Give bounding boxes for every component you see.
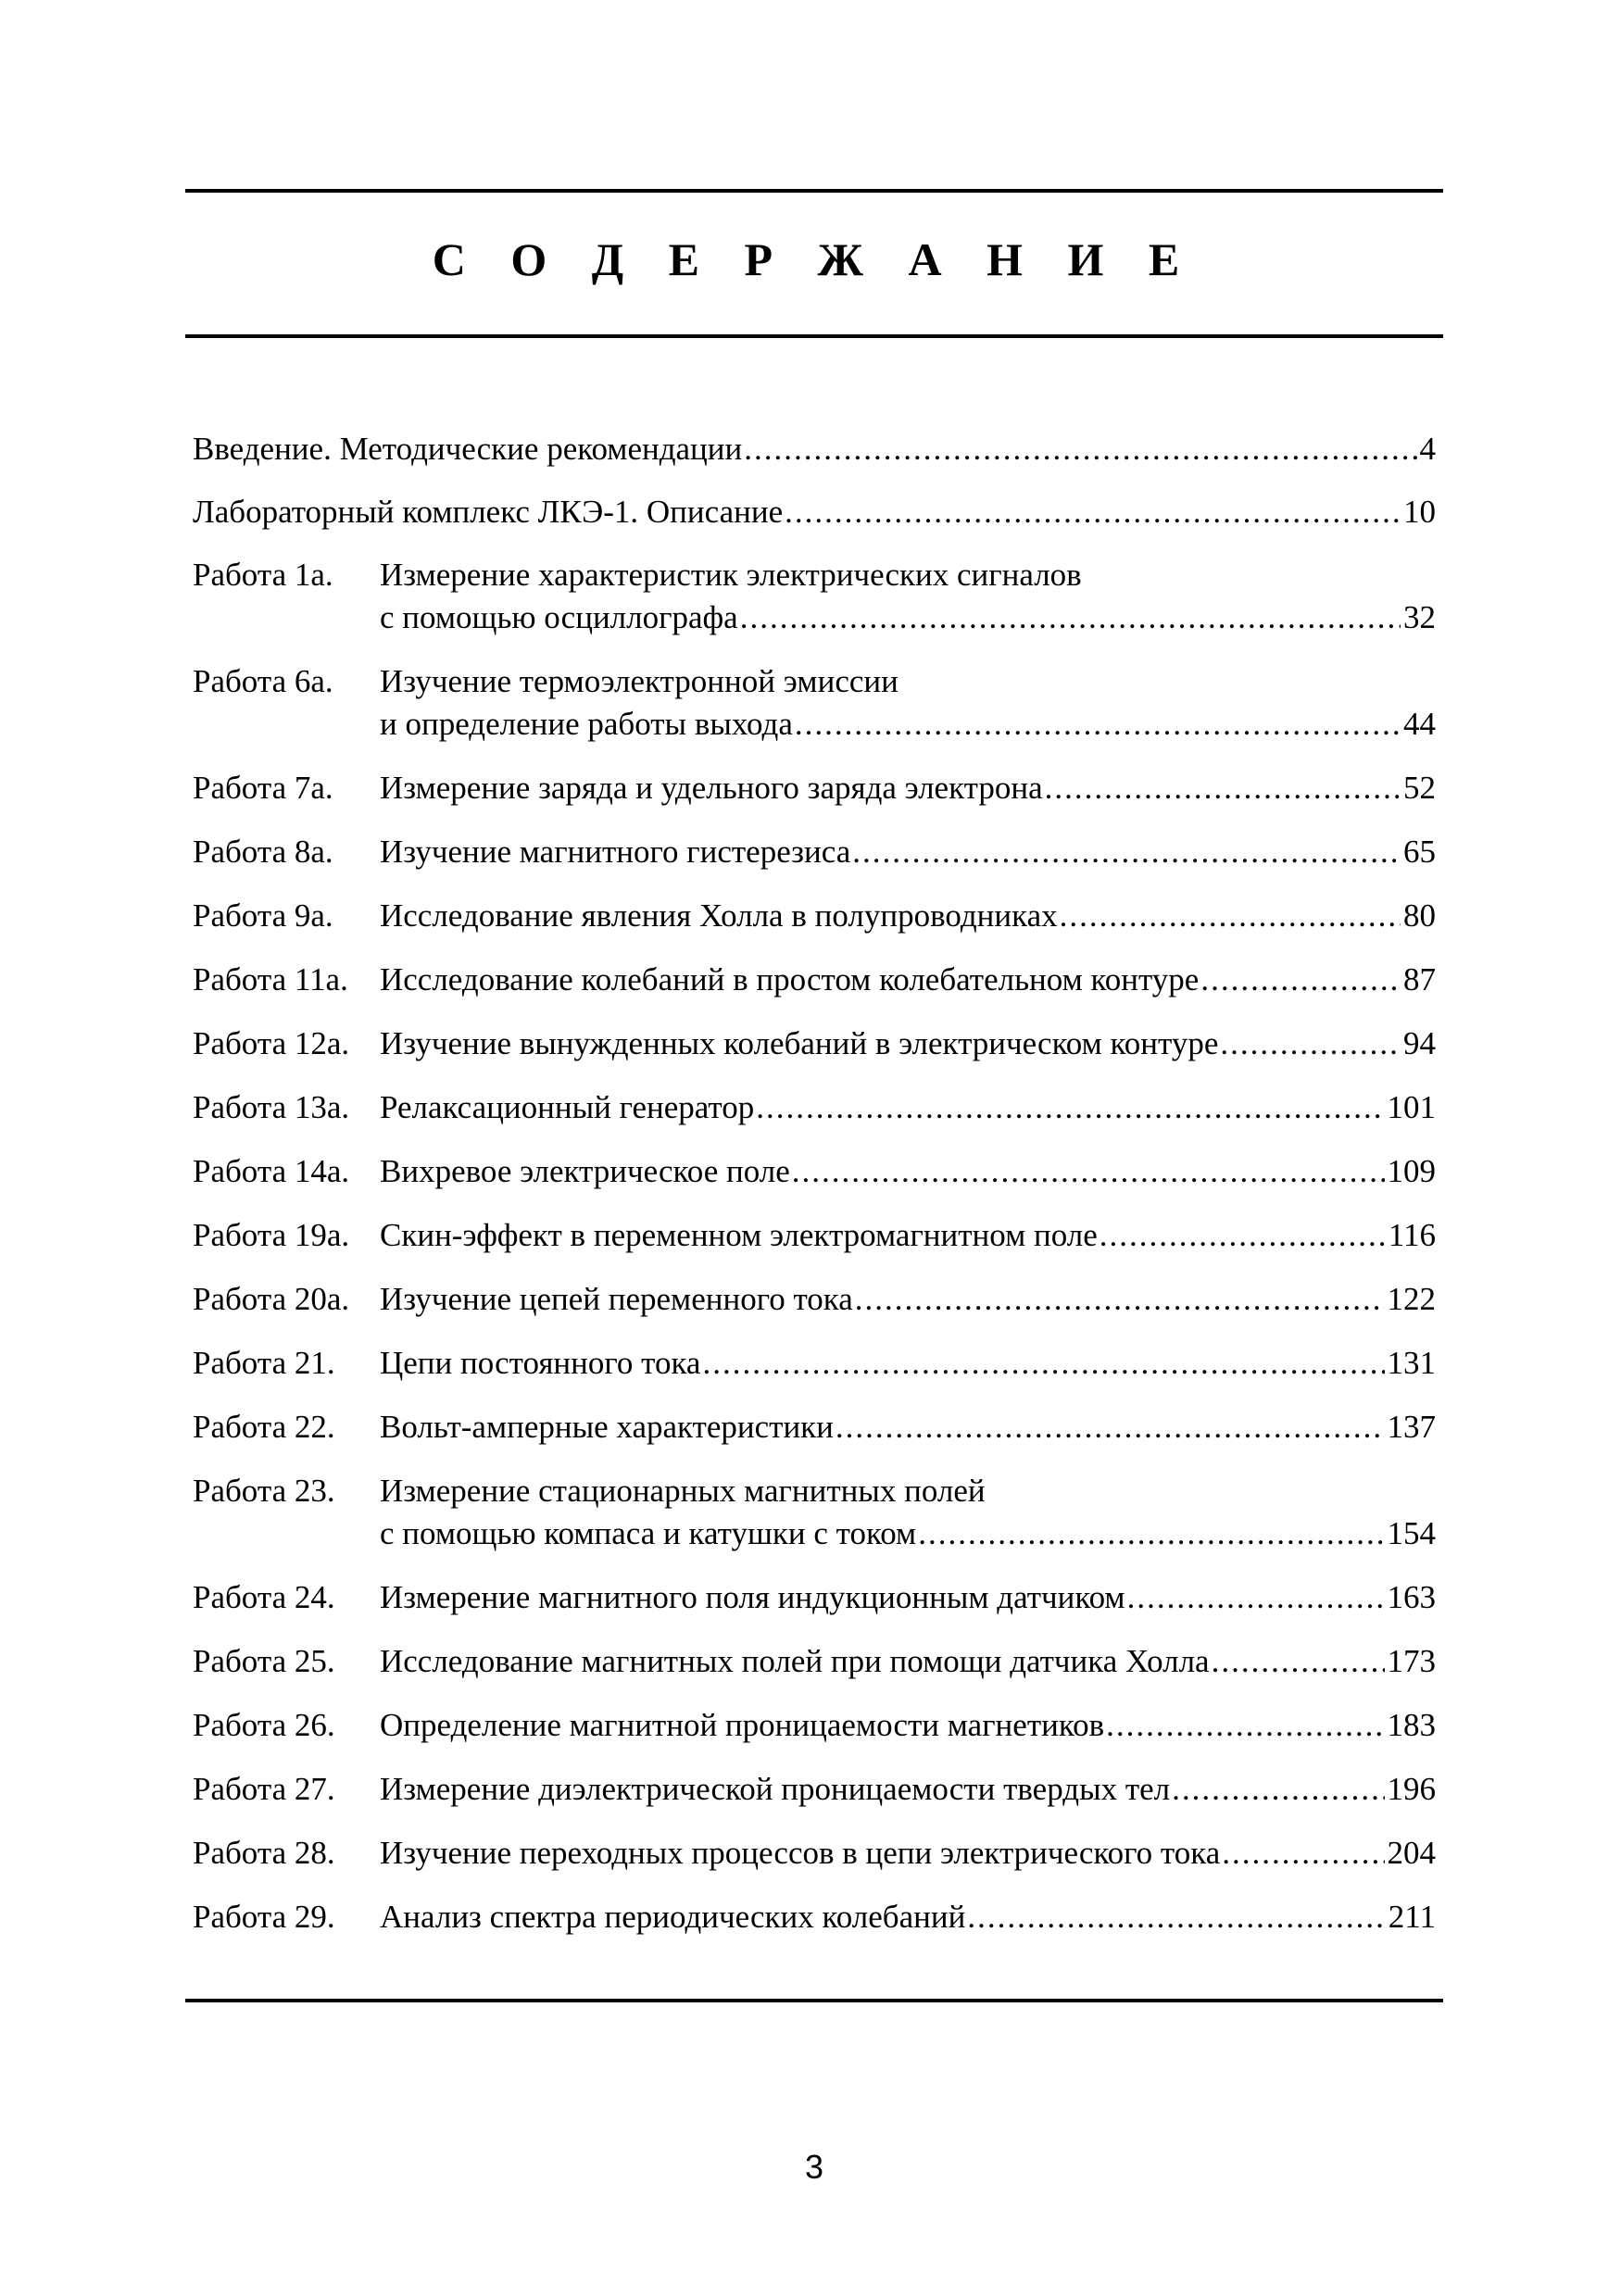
toc-entry-title: Цепи постоянного тока (380, 1345, 701, 1381)
toc-line (380, 831, 1436, 873)
toc-entry-body (380, 1086, 1436, 1129)
toc-entry-title: Вихревое электрическое поле (380, 1153, 790, 1189)
toc-page-number: 101 (1387, 1089, 1436, 1125)
toc-page-number: 122 (1387, 1281, 1436, 1317)
toc-entry-label: Работа 21. (193, 1345, 335, 1381)
toc-entry-body (380, 831, 1436, 873)
toc-entry-lab-complex[interactable] (193, 491, 1436, 533)
dot-leader (1222, 1832, 1384, 1875)
toc-entry-body (380, 1704, 1436, 1747)
toc-entry-label: Работа 22. (193, 1409, 335, 1445)
toc-page-number: 52 (1403, 770, 1436, 806)
toc-entry-label: Работа 27. (193, 1771, 335, 1807)
toc-page-number: 183 (1387, 1707, 1436, 1743)
dot-leader (744, 428, 1416, 470)
toc-entry[interactable] (193, 895, 1436, 937)
toc-entry-body (380, 767, 1436, 809)
toc-line (380, 596, 1436, 639)
toc-line (380, 703, 1436, 746)
dot-leader (852, 831, 1401, 873)
toc-entry-title: Исследование магнитных полей при помощи датчика Холла (380, 1643, 1210, 1679)
dot-leader (1200, 959, 1401, 1001)
toc-line (380, 767, 1436, 809)
toc-line (193, 491, 1436, 533)
toc-entry-title: Анализ спектра периодических колебаний (380, 1899, 966, 1935)
toc-line (380, 1406, 1436, 1449)
toc-entry-body (380, 1470, 1436, 1555)
dot-leader (1127, 1576, 1385, 1619)
title-bottom-rule (185, 334, 1443, 338)
page-number: 3 (804, 2148, 824, 2186)
toc-entry-title-continued: и определение работы выхода (380, 706, 793, 742)
toc-line-first (380, 660, 1436, 703)
toc-entry-label: Работа 11а. (193, 961, 348, 997)
toc-page-number: 154 (1387, 1515, 1436, 1551)
toc-entry-title-continued: с помощью осциллографа (380, 599, 738, 635)
toc-entry-body (193, 428, 1436, 470)
toc-entry-label: Работа 29. (193, 1899, 335, 1935)
toc-page-number: 211 (1388, 1899, 1436, 1935)
toc-entry-body (380, 959, 1436, 1001)
toc-line (193, 428, 1436, 470)
toc-entry-body (380, 1342, 1436, 1385)
toc-entry-introduction[interactable] (193, 428, 1436, 470)
toc-entry-body (380, 1640, 1436, 1683)
toc-entry-body (380, 554, 1436, 639)
page-title: С О Д Е Р Ж А Н И Е (432, 233, 1197, 285)
toc-entry-label: Работа 6а. (193, 663, 333, 699)
toc-work-entries (193, 554, 1436, 1938)
toc-entry-body (380, 1832, 1436, 1875)
toc-page-number: 87 (1403, 961, 1436, 997)
toc-page-number: 131 (1387, 1345, 1436, 1381)
toc-entry-label: Работа 25. (193, 1643, 335, 1679)
toc-entry-label: Работа 7а. (193, 770, 333, 806)
toc-entry-body (380, 1406, 1436, 1449)
toc-entry-label: Работа 20а. (193, 1281, 350, 1317)
toc-entry-title: Измерение заряда и удельного заряда электрона (380, 770, 1043, 806)
bottom-rule (185, 1999, 1443, 2002)
toc-line (380, 1704, 1436, 1747)
toc-entry[interactable] (193, 1768, 1436, 1811)
toc-entry-label: Работа 26. (193, 1707, 335, 1743)
toc-entry[interactable] (193, 1406, 1436, 1449)
toc-entry-body (380, 1278, 1436, 1321)
toc-entry-body (380, 895, 1436, 937)
toc-entry[interactable] (193, 959, 1436, 1001)
toc-entry-title: Вольт-амперные характеристики (380, 1409, 834, 1445)
toc-entry-title: Определение магнитной проницаемости магнетиков (380, 1707, 1105, 1743)
toc-entry-title: Введение. Методические рекомендации (193, 431, 743, 467)
dot-leader (855, 1278, 1385, 1321)
toc-entry[interactable] (193, 660, 1436, 746)
toc-entry-label: Работа 19а. (193, 1217, 350, 1253)
toc-entry-body (193, 491, 1436, 533)
dot-leader (795, 703, 1401, 746)
toc-entry-title: Изучение термоэлектронной эмиссии (380, 663, 898, 699)
toc-entry[interactable] (193, 1278, 1436, 1321)
toc-entry-label: Работа 12а. (193, 1025, 350, 1061)
toc-line-first (380, 1470, 1436, 1512)
toc-entry[interactable] (193, 1896, 1436, 1938)
toc-entry-title: Измерение характеристик электрических сигналов (380, 557, 1082, 593)
toc-entry-title: Скин-эффект в переменном электромагнитном поле (380, 1217, 1098, 1253)
table-of-contents (193, 428, 1436, 1960)
toc-entry-title: Изучение переходных процессов в цепи электрического тока (380, 1835, 1221, 1871)
toc-entry[interactable] (193, 767, 1436, 809)
toc-page-number: 44 (1403, 706, 1436, 742)
toc-entry-body (380, 1150, 1436, 1193)
toc-entry[interactable] (193, 554, 1436, 639)
toc-entry[interactable] (193, 1342, 1436, 1385)
toc-page-number: 80 (1403, 897, 1436, 934)
toc-page-number: 10 (1403, 494, 1436, 530)
toc-entry[interactable] (193, 1214, 1436, 1257)
dot-leader (756, 1086, 1384, 1129)
toc-entry[interactable] (193, 1576, 1436, 1619)
toc-entry[interactable] (193, 1832, 1436, 1875)
toc-entry[interactable] (193, 1086, 1436, 1129)
toc-page-number: 94 (1403, 1025, 1436, 1061)
dot-leader (1106, 1704, 1384, 1747)
dot-leader (1100, 1214, 1386, 1257)
dot-leader (702, 1342, 1384, 1385)
toc-line (380, 1214, 1436, 1257)
toc-page-number: 173 (1387, 1643, 1436, 1679)
toc-line (380, 1512, 1436, 1555)
toc-page-number: 137 (1387, 1409, 1436, 1445)
toc-line (380, 1278, 1436, 1321)
dot-leader (967, 1896, 1385, 1938)
toc-entry-title: Релаксационный генератор (380, 1089, 755, 1125)
toc-entry-title: Лабораторный комплекс ЛКЭ-1. Описание (193, 494, 784, 530)
toc-line (380, 1768, 1436, 1811)
toc-entry[interactable] (193, 1640, 1436, 1683)
toc-entry-title: Измерение стационарных магнитных полей (380, 1473, 986, 1509)
toc-entry-label: Работа 24. (193, 1579, 335, 1615)
toc-entry-title: Исследование колебаний в простом колебательном контуре (380, 961, 1200, 997)
toc-line (380, 1832, 1436, 1875)
toc-entry-title: Изучение вынужденных колебаний в электрическом контуре (380, 1025, 1219, 1061)
toc-line (380, 1023, 1436, 1065)
toc-entry-title: Изучение цепей переменного тока (380, 1281, 853, 1317)
toc-entry-title: Изучение магнитного гистерезиса (380, 834, 851, 870)
toc-page-number: 116 (1388, 1217, 1436, 1253)
toc-page-number: 196 (1387, 1771, 1436, 1807)
toc-line (380, 1640, 1436, 1683)
dot-leader (792, 1150, 1385, 1193)
dot-leader (918, 1512, 1384, 1555)
toc-entry-label: Работа 9а. (193, 897, 333, 934)
toc-entry-label: Работа 14а. (193, 1153, 350, 1189)
toc-page-number: 163 (1387, 1579, 1436, 1615)
toc-page-number: 204 (1387, 1835, 1436, 1871)
dot-leader (1060, 895, 1401, 937)
dot-leader (785, 491, 1401, 533)
toc-page-number: 32 (1403, 599, 1436, 635)
toc-page-number: 4 (1419, 431, 1436, 467)
toc-entry-label: Работа 8а. (193, 834, 333, 870)
toc-entry-body (380, 1896, 1436, 1938)
top-rule (185, 189, 1443, 193)
toc-entry-body (380, 1576, 1436, 1619)
toc-entry-body (380, 660, 1436, 746)
dot-leader (836, 1406, 1385, 1449)
toc-entry-title-continued: с помощью компаса и катушки с током (380, 1515, 917, 1551)
toc-line-first (380, 554, 1436, 596)
toc-entry-label: Работа 28. (193, 1835, 335, 1871)
toc-page-number: 65 (1403, 834, 1436, 870)
toc-entry-label: Работа 23. (193, 1473, 335, 1509)
toc-entry[interactable] (193, 1023, 1436, 1065)
toc-entry[interactable] (193, 1150, 1436, 1193)
toc-entry-label: Работа 1а. (193, 557, 333, 593)
dot-leader (1172, 1768, 1384, 1811)
toc-line (380, 1086, 1436, 1129)
toc-line (380, 1342, 1436, 1385)
dot-leader (1045, 767, 1401, 809)
toc-line (380, 959, 1436, 1001)
toc-line (380, 1896, 1436, 1938)
dot-leader (1220, 1023, 1401, 1065)
toc-entry[interactable] (193, 1704, 1436, 1747)
toc-line (380, 895, 1436, 937)
toc-entry[interactable] (193, 1470, 1436, 1555)
toc-entry-title: Исследование явления Холла в полупроводниках (380, 897, 1058, 934)
toc-page-number: 109 (1387, 1153, 1436, 1189)
toc-entry-body (380, 1214, 1436, 1257)
toc-line (380, 1576, 1436, 1619)
toc-line (380, 1150, 1436, 1193)
dot-leader (1212, 1640, 1385, 1683)
toc-entry-title: Измерение диэлектрической проницаемости твердых тел (380, 1771, 1171, 1807)
toc-entry[interactable] (193, 831, 1436, 873)
toc-entry-title: Измерение магнитного поля индукционным датчиком (380, 1579, 1125, 1615)
dot-leader (740, 596, 1401, 639)
toc-entry-body (380, 1023, 1436, 1065)
toc-entry-body (380, 1768, 1436, 1811)
toc-entry-label: Работа 13а. (193, 1089, 350, 1125)
